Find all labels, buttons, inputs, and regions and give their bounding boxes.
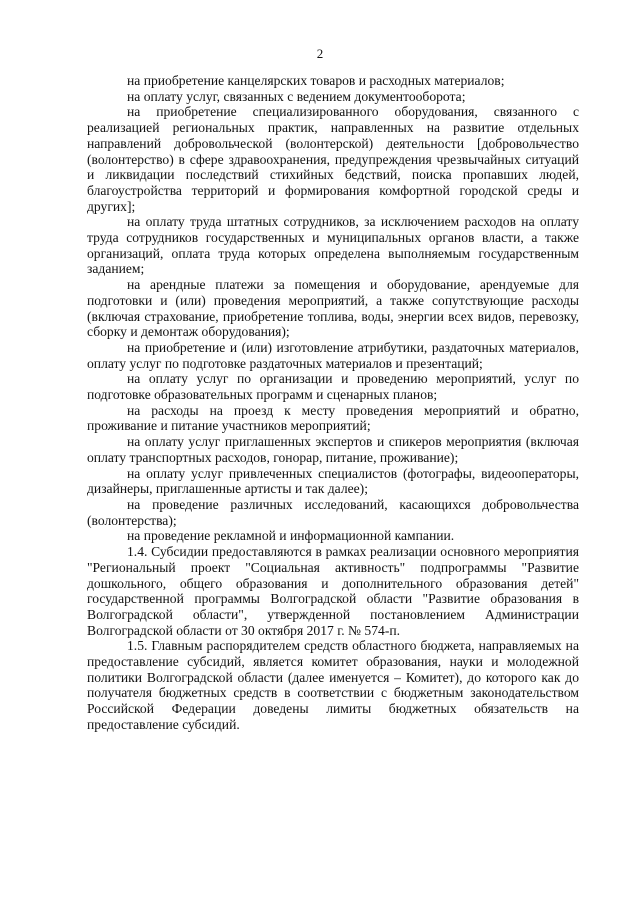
paragraph-staff-salary: на оплату труда штатных сотрудников, за исключением расходов на оплату труда сотрудников государственных и муниципальных органов власти, а также организаций, оплата труда которых определена выполняемым государственным заданием; xyxy=(87,214,579,277)
paragraph-research: на проведение различных исследований, касающихся добровольчества (волонтерства); xyxy=(87,496,579,528)
paragraph-advertising: на проведение рекламной и информационной кампании. xyxy=(127,528,455,544)
paragraph-specialized-equipment: на приобретение специализированного оборудования, связанного с реализацией региональных практик, направленных на развитие отдельных направлений добровольческой (волонтерской) деятельности [добровольчество (волонтерство) в сфере здравоохранения, предупреждения чрезвычайных ситуаций и ликвидации последствий стихийных бедствий, поиска пропавших людей, благоустройства территорий и формирования комфортной городской среды и других]; xyxy=(87,104,579,214)
paragraph-event-organization: на оплату услуг по организации и проведению мероприятий, услуг по подготовке образовательных программ и сценарных планов; xyxy=(87,371,579,403)
paragraph-attributes-materials: на приобретение и (или) изготовление атрибутики, раздаточных материалов, оплату услуг по подготовке раздаточных материалов и презентаций; xyxy=(87,339,579,371)
paragraph-travel-expenses: на расходы на проезд к месту проведения мероприятий и обратно, проживание и питание участников мероприятий; xyxy=(87,402,579,434)
paragraph-section-1-5: 1.5. Главным распорядителем средств областного бюджета, направляемых на предоставление субсидий, является комитет образования, науки и молодежной политики Волгоградской области (далее именуется – Комитет), до которого как до получателя бюджетных средств в соответствии с бюджетным законодательством Российской Федерации доведены лимиты бюджетных обязательств на предоставление субсидий. xyxy=(87,638,579,732)
paragraph-specialists: на оплату услуг привлеченных специалистов (фотографы, видеооператоры, дизайнеры, приглашенные артисты и так далее); xyxy=(87,465,579,497)
paragraph-experts-speakers: на оплату услуг приглашенных экспертов и спикеров мероприятия (включая оплату транспортных расходов, гонорар, питание, проживание); xyxy=(87,434,579,465)
paragraph-section-1-4: 1.4. Субсидии предоставляются в рамках реализации основного мероприятия "Региональный проект "Социальная активность" подпрограммы "Развитие дошкольного, общего образования и дополнительного образования детей" государственной программы Волгоградской области "Развитие образования в Волгоградской области", утвержденной постановлением Администрации Волгоградской области от 30 октября 2017 г. № 574-п. xyxy=(87,544,579,638)
page-number: 2 xyxy=(316,46,324,61)
paragraph-office-supplies: на приобретение канцелярских товаров и расходных материалов; xyxy=(127,73,505,88)
paragraph-document-flow: на оплату услуг, связанных с ведением документооборота; xyxy=(127,88,466,104)
document-body xyxy=(87,73,579,733)
paragraph-rent-payments: на арендные платежи за помещения и оборудование, арендуемые для подготовки и (или) проведения мероприятий, а также сопутствующие расходы (включая страхование, приобретение топлива, воды, энергии всех видов, перевозку, сборку и демонтаж оборудования); xyxy=(87,277,579,340)
